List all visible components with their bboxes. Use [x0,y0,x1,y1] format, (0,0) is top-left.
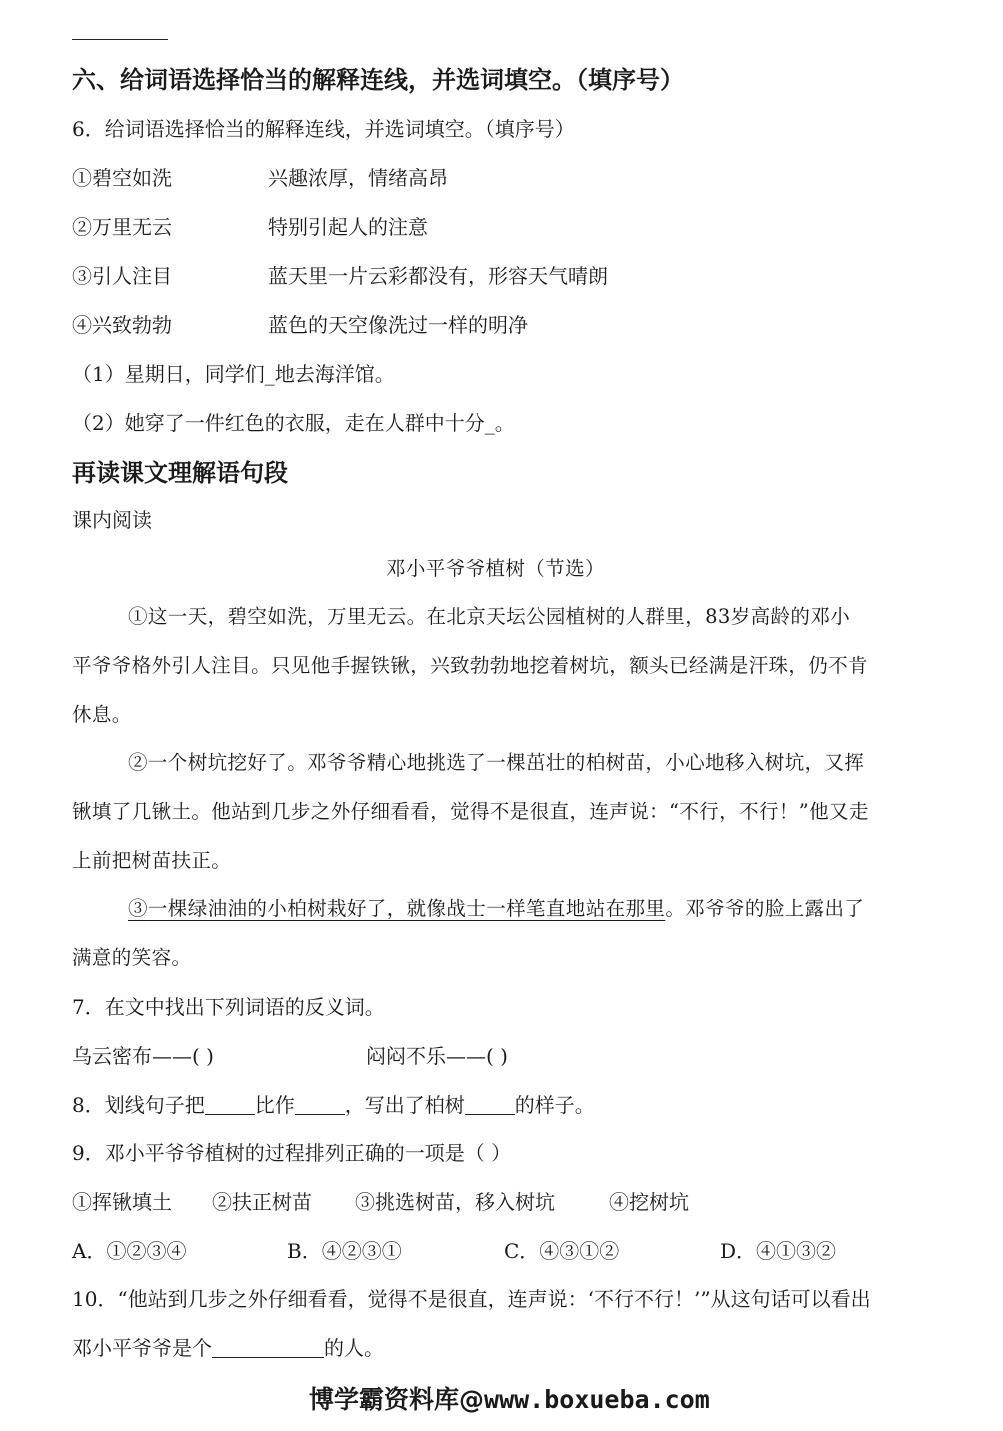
q9-step-1: ①挥锹填土 [72,1190,172,1214]
q10-text-2: 的人。 [324,1336,384,1360]
question-8 [72,1089,595,1118]
reread-heading: 再读课文理解语句段 [72,459,288,487]
paragraph-3-line-2: 满意的笑容。 [72,946,192,969]
paragraph-3-rest: 。邓爷爷的脸上露出了 [665,897,865,920]
q9-step-2: ②扶正树苗 [212,1190,312,1214]
paragraph-2-line-3: 上前把树苗扶正。 [72,849,232,872]
antonym-item-1: 乌云密布——( ) [72,1044,214,1068]
section6-heading: 六、给词语选择恰当的解释连线，并选词填空。（填序号） [72,66,684,94]
word-2: ②万里无云 [72,215,172,239]
paragraph-1-line-2: 平爷爷格外引人注目。只见他手握铁锹，兴致勃勃地挖着树坑，额头已经满是汗珠，仍不肯 [72,654,869,677]
footer-watermark [309,1380,710,1416]
word-3: ③引人注目 [72,264,172,288]
q8-text-2: 比作 [254,1093,295,1117]
q10-text-1: 邓小平爷爷是个 [72,1336,212,1360]
question-10-line-2 [72,1332,384,1361]
footer-url: www.boxueba.com [484,1385,710,1414]
q9-option-d: D．④①③② [720,1239,837,1263]
passage-title: 邓小平爷爷植树（节选） [386,557,605,580]
q8-blank-3 [465,1094,515,1115]
q8-text-1: 8．划线句子把 [72,1093,205,1117]
meaning-1: 兴趣浓厚，情绪高昂 [268,166,448,190]
fill-sentence-1: （1）星期日，同学们_地去海洋馆。 [72,362,395,386]
question-7: 7．在文中找出下列词语的反义词。 [72,995,385,1019]
word-4: ④兴致勃勃 [72,313,172,337]
word-1: ①碧空如洗 [72,166,172,190]
footer-site-name: 博学霸资料库@ [309,1385,485,1414]
q9-option-a: A．①②③④ [72,1239,187,1263]
q9-option-c: C．④③①② [504,1239,620,1263]
q9-step-4: ④挖树坑 [609,1190,689,1214]
meaning-2: 特别引起人的注意 [268,215,428,239]
paragraph-2-line-2: 锹填了几锹土。他站到几步之外仔细看看，觉得不是很直，连声说：“不行，不行！”他又走 [72,800,869,823]
question-9: 9．邓小平爷爷植树的过程排列正确的一项是（ ） [72,1141,512,1165]
top-divider [72,39,168,40]
question-6: 6．给词语选择恰当的解释连线，并选词填空。（填序号） [72,117,575,141]
q10-blank [212,1337,324,1358]
fill-sentence-2: （2）她穿了一件红色的衣服，走在人群中十分_。 [72,411,515,435]
q9-option-b: B．④②③① [287,1239,402,1263]
paragraph-3-number: ③ [128,897,148,920]
q8-text-4: 的样子。 [514,1093,595,1117]
paragraph-3-line-1 [128,893,864,921]
paragraph-1-line-3: 休息。 [72,703,132,726]
reading-subtitle: 课内阅读 [72,508,152,532]
paragraph-1-line-1: ①这一天，碧空如洗，万里无云。在北京天坛公园植树的人群里，83岁高龄的邓小 [128,605,851,628]
q8-text-3: ，写出了柏树 [344,1093,465,1117]
paragraph-2-line-1: ②一个树坑挖好了。邓爷爷精心地挑选了一棵茁壮的柏树苗，小心地移入树坑，又挥 [128,751,865,774]
q8-blank-1 [205,1094,255,1115]
q9-step-3: ③挑选树苗，移入树坑 [355,1190,555,1214]
underlined-sentence: 一棵绿油油的小柏树栽好了，就像战士一样笔直地站在那里 [147,897,666,920]
question-10-line-1: 10．“他站到几步之外仔细看看，觉得不是很直，连声说：‘不行不行！’”从这句话可以看出 [72,1287,871,1311]
q8-blank-2 [295,1094,345,1115]
meaning-3: 蓝天里一片云彩都没有，形容天气晴朗 [268,264,608,288]
antonym-item-2: 闷闷不乐——( ) [366,1044,508,1068]
meaning-4: 蓝色的天空像洗过一样的明净 [268,313,528,337]
